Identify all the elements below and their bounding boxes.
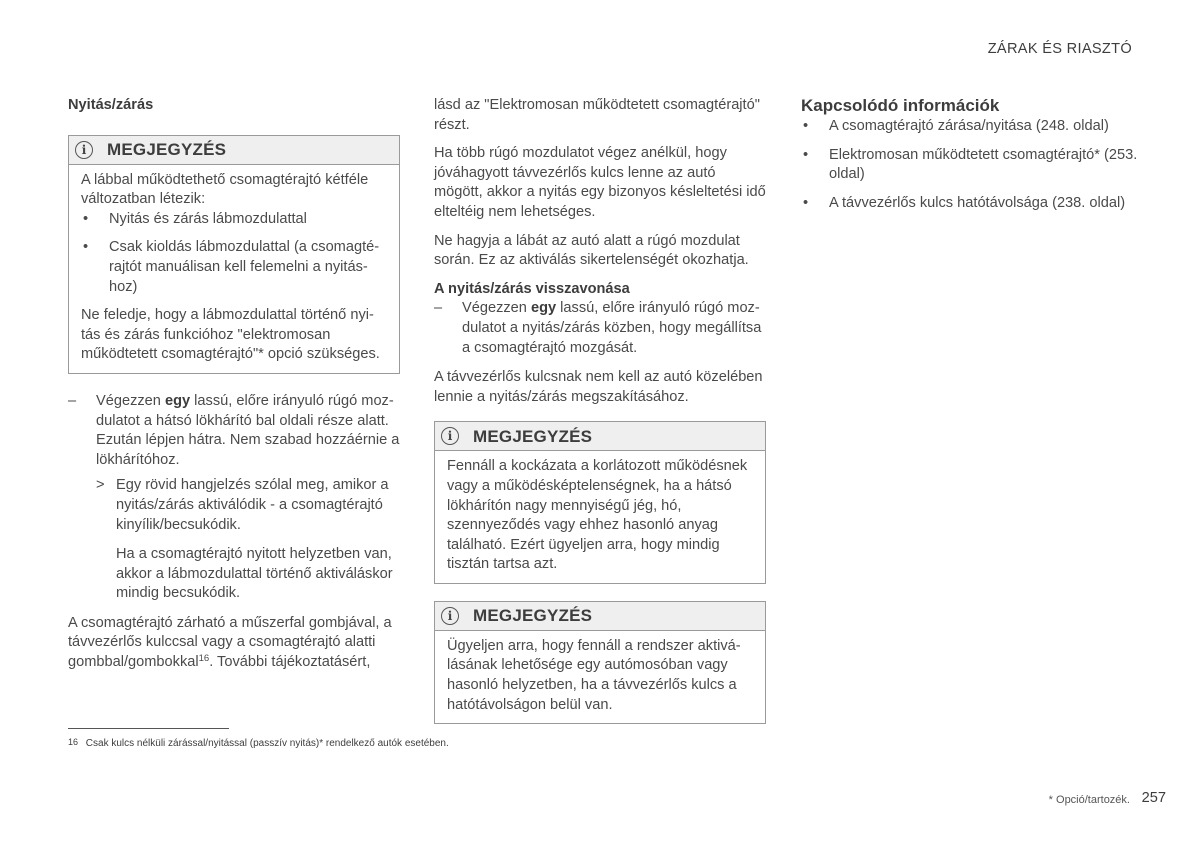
closing-text: A csomagtérajtó zárható a műszerfal gombjával, a távvezérlős kulccsal vagy a csomagtérajtó alatti gombbal/gombokkal	[68, 614, 392, 671]
footnote-divider	[68, 728, 229, 729]
related-info-title: Kapcsolódó információk	[801, 96, 1000, 115]
note-header	[435, 422, 765, 451]
note-body	[435, 451, 765, 583]
note-title: MEGJEGYZÉS	[473, 426, 593, 446]
column-middle	[434, 96, 766, 724]
step-text-bold: egy	[164, 392, 191, 409]
subheading-open-close: Nyitás/zárás	[68, 97, 154, 113]
list-item-text: Csak kioldás lábmozdulattal (a csomagtérajtót manuálisan kell felemelni a nyitáshoz)	[109, 239, 380, 295]
step-result	[68, 476, 400, 535]
related-link-text[interactable]: A távvezérlős kulcs hatótávolsága (238. oldal)	[829, 194, 1126, 211]
step-cancel	[434, 299, 766, 358]
info-icon: i	[441, 427, 459, 445]
paragraph-foot-warning: Ne hagyja a lábát az autó alatt a rúgó mozdulat során. Ez az aktiválás sikertelenségét okozhatja.	[434, 232, 749, 269]
section-header: ZÁRAK ÉS RIASZTÓ	[987, 41, 1132, 57]
continued-paragraph: lásd az "Elektromosan működtetett csomagtérajtó" részt.	[434, 97, 760, 133]
bullet-dot-icon: •	[83, 210, 89, 227]
footnote	[68, 733, 449, 754]
bullet-dot-icon: •	[803, 118, 809, 134]
bullet-dot-icon: •	[803, 146, 809, 163]
note-text: Fennáll a kockázata a korlátozott működésnek vagy a működésképtelenségnek, ha a hátsó lökhárítón nagy mennyiségű jég, hó, szennyeződés vagy ehhez hasonló anyag található. Ezért ügyeljen arra, hogy mindig tisztán tartsa azt.	[447, 458, 748, 573]
note-header	[69, 136, 399, 165]
note-box-ice	[434, 421, 766, 584]
note-box-variants	[68, 135, 400, 374]
dash-marker: –	[434, 300, 443, 317]
paragraph-delay: Ha több rúgó mozdulatot végez anélkül, hogy jóváhagyott távvezérlős kulcs lenne az autó mögött, akkor a nyitás egy bizonyos késleltetési idő elteltéig nem lehetséges.	[434, 145, 766, 220]
paragraph-key-range: A távvezérlős kulcsnak nem kell az autó közelében lennie a nyitás/zárás megszakításához.	[434, 369, 763, 405]
related-link[interactable]	[801, 117, 1141, 137]
result-extra: Ha a csomagtérajtó nyitott helyzetben van, akkor a lábmozdulattal történő aktiváláskor mindig becsukódik.	[116, 546, 393, 602]
closing-text-tail: . További tájékoztatásért,	[209, 654, 371, 671]
related-link[interactable]	[801, 146, 1141, 185]
step-kick	[68, 392, 400, 470]
info-icon: i	[441, 607, 459, 625]
related-link-text[interactable]: Elektromosan működtetett csomagtérajtó* (253. oldal)	[829, 146, 1138, 183]
note-body	[435, 631, 765, 723]
related-link-text[interactable]: A csomagtérajtó zárása/nyitása (248. oldal)	[829, 118, 1109, 134]
note-intro: A lábbal működtethető csomagtérajtó kétféle változatban létezik:	[81, 171, 369, 208]
list-item	[81, 238, 387, 297]
closing-paragraph	[68, 614, 400, 673]
step-text-post: lassú, előre irányuló rúgó mozdulatot a nyitás/zárás közben, hogy megállítsa a csomagtérajtó mozgását.	[462, 300, 762, 356]
footnote-ref: 16	[198, 653, 210, 665]
note-box-carwash	[434, 601, 766, 724]
note-text: Ügyeljen arra, hogy fennáll a rendszer aktiválásának lehetősége egy autómosóban vagy hasonló helyzetben, ha a távvezérlős kulcs a hatótávolságon belül van.	[447, 637, 741, 713]
result-text: Egy rövid hangjelzés szólal meg, amikor a nyitás/zárás aktiválódik - a csomagtérajtó kinyílik/becsukódik.	[116, 477, 389, 533]
step-text-post: lassú, előre irányuló rúgó mozdulatot a hátsó lökhárító bal oldali része alatt. Ezután lépjen hátra. Nem szabad hozzáérnie a lökhárítóhoz.	[96, 392, 400, 468]
info-icon: i	[75, 141, 93, 159]
step-text-pre: Végezzen	[462, 300, 531, 317]
list-item	[81, 210, 387, 230]
column-right	[801, 96, 1141, 213]
note-outro: Ne feledje, hogy a lábmozdulattal történő nyitás és zárás funkcióhoz "elektromosan működtetett csomagtérajtó"* opció szükséges.	[81, 307, 380, 363]
list-item-text: Nyitás és zárás lábmozdulattal	[109, 210, 307, 227]
note-header	[435, 602, 765, 631]
result-marker: >	[96, 477, 105, 494]
subheading-cancel: A nyitás/zárás visszavonása	[434, 280, 630, 297]
column-left	[68, 96, 400, 673]
footnote-number: 16	[68, 737, 79, 747]
dash-marker: –	[68, 392, 77, 409]
footnote-text: Csak kulcs nélküli zárással/nyitással (passzív nyitás)* rendelkező autók esetében.	[85, 738, 449, 749]
step-text-bold: egy	[530, 300, 557, 317]
note-title: MEGJEGYZÉS	[107, 139, 227, 159]
note-body	[69, 165, 399, 373]
bullet-dot-icon: •	[803, 194, 809, 211]
page-number: 257	[1141, 790, 1166, 806]
bullet-dot-icon: •	[83, 239, 89, 256]
option-note: * Opció/tartozék.	[1048, 794, 1130, 806]
step-text-pre: Végezzen	[96, 392, 165, 409]
note-bullet-list	[81, 210, 387, 297]
related-link[interactable]	[801, 194, 1141, 214]
related-links-list	[801, 117, 1141, 213]
note-title: MEGJEGYZÉS	[473, 606, 593, 626]
